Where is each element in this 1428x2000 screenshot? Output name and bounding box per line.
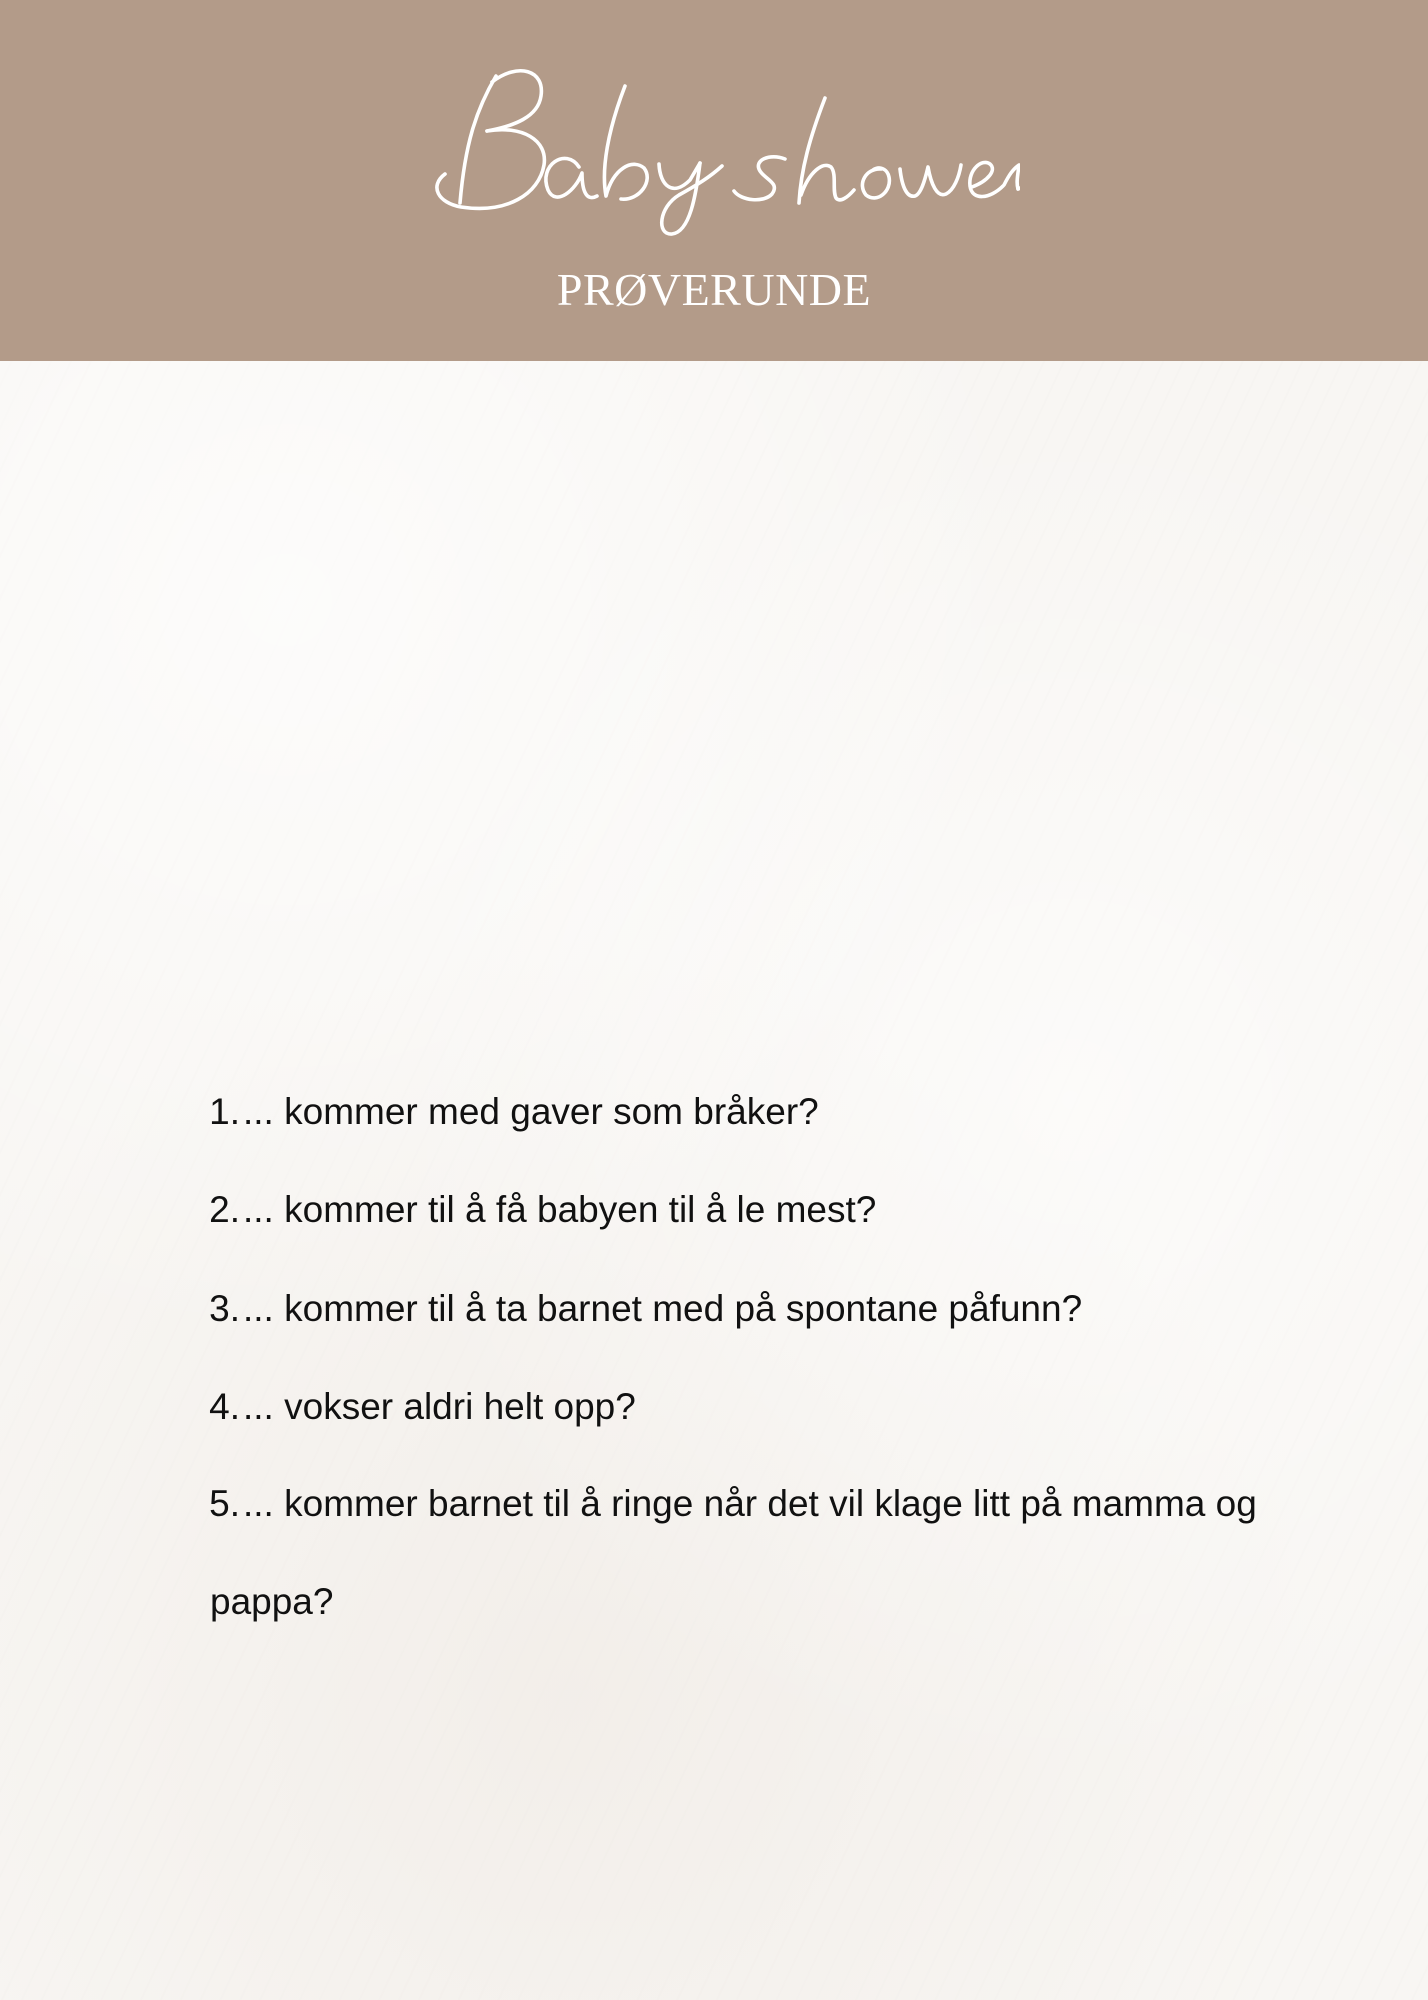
script-title-logo [420,58,1020,248]
question-number: 2. [209,1189,240,1230]
question-text-continuation: pappa? [210,1581,334,1622]
question-text: ... kommer med gaver som bråker? [243,1091,819,1132]
question-text: ... kommer barnet til å ringe når det vil klage litt på mamma og [243,1483,1257,1524]
question-list [0,361,1428,2000]
question-number: 5. [209,1483,240,1524]
question-number: 3. [209,1288,240,1329]
question-number: 4. [209,1386,240,1427]
question-text: ... vokser aldri helt opp? [243,1386,636,1427]
question-text: ... kommer til å få babyen til å le mest? [243,1189,877,1230]
header-band [0,0,1428,361]
question-number: 1. [209,1091,240,1132]
page-subtitle: PRØVERUNDE [556,264,872,315]
question-text: ... kommer til å ta barnet med på spontane påfunn? [243,1288,1083,1329]
